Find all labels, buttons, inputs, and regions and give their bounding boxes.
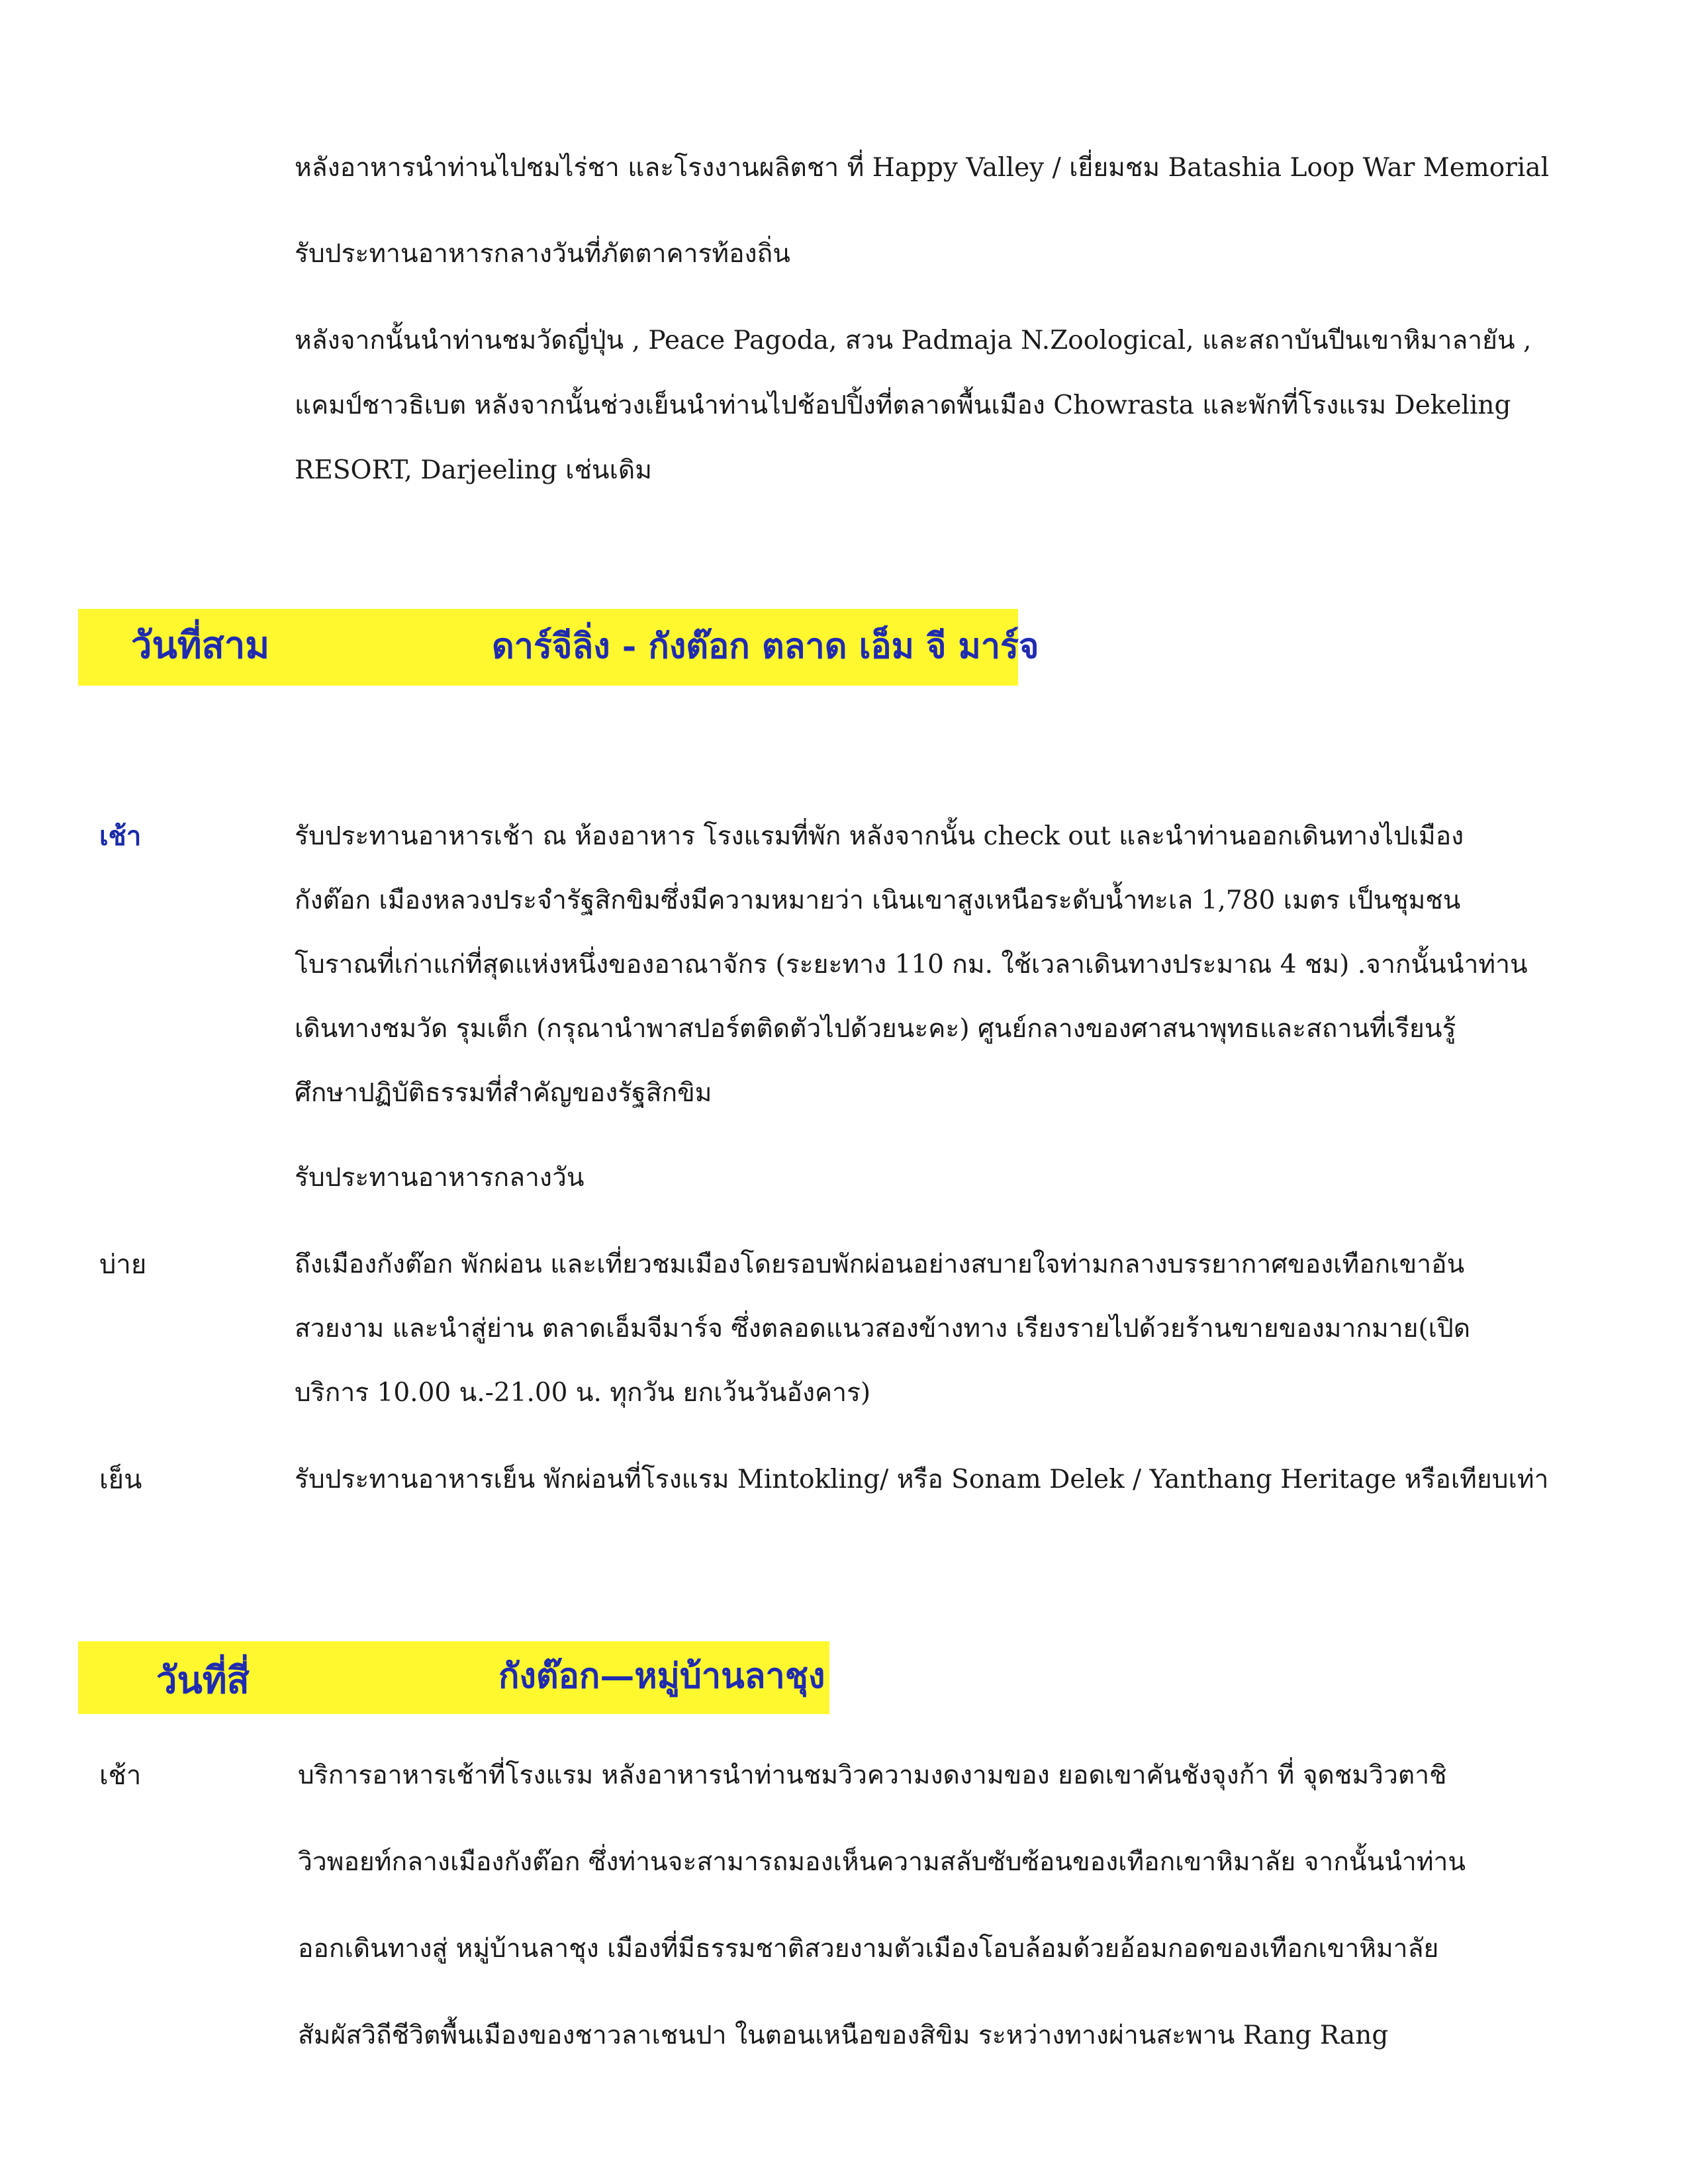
day3-morning-label: เช้า: [99, 821, 142, 852]
day3-morning-line: โบราณที่เก่าแก่ที่สุดแห่งหนึ่งของอาณาจักร (ระยะทาง 110 กม. ใช้เวลาเดินทางประมาณ 4 ชม) .จากนั้นนำท่าน: [295, 950, 1528, 979]
day3-header-band: [78, 609, 1039, 686]
day4-morning-line: ออกเดินทางสู่ หมู่บ้านลาชุง เมืองที่มีธรรมชาติสวยงามตัวเมืองโอบล้อมด้วยอ้อมกอดของเทือกเขาหิมาลัย: [298, 1934, 1439, 1964]
day3-morning-line: กังต๊อก เมืองหลวงประจำรัฐสิกขิมซึ่งมีความหมายว่า เนินเขาสูงเหนือระดับน้ำทะเล 1,780 เมตร เป็นชุมชน: [295, 886, 1461, 915]
intro-line: หลังอาหารนำท่านไปชมไร่ชา และโรงงานผลิตชา ที่ Happy Valley / เยี่ยมชม Batashia Loop War Memorial: [295, 153, 1550, 183]
day4-morning-label: เช้า: [99, 1760, 142, 1791]
day4-morning-line: บริการอาหารเช้าที่โรงแรม หลังอาหารนำท่านชมวิวความงดงามของ ยอดเขาคันชังจุงก้า ที่ จุดชมวิวตาชิ: [298, 1760, 1447, 1790]
intro-line: RESORT, Darjeeling เช่นเดิม: [295, 455, 652, 485]
day3-morning-line: รับประทานอาหารเช้า ณ ห้องอาหาร โรงแรมที่พัก หลังจากนั้น check out และนำท่านออกเดินทางไปเมือง: [295, 821, 1464, 851]
day3-lunch-line: รับประทานอาหารกลางวัน: [295, 1163, 585, 1193]
day3-afternoon-line: สวยงาม และนำสู่ย่าน ตลาดเอ็มจีมาร์จ ซึ่งตลอดแนวสองข้างทาง เรียงรายไปด้วยร้านขายของมากมาย(เปิด: [295, 1314, 1471, 1343]
intro-line: แคมป์ชาวธิเบต หลังจากนั้นช่วงเย็นนำท่านไปช้อปปิ้งที่ตลาดพื้นเมือง Chowrasta และพักที่โรงแรม Dekeling: [295, 390, 1511, 420]
intro-line: หลังจากนั้นนำท่านชมวัดญี่ปุ่น , Peace Pagoda, สวน Padmaja N.Zoological, และสถาบันปีนเขาหิมาลายัน ,: [295, 326, 1532, 355]
day4-day-label: วันที่สี่: [156, 1659, 250, 1702]
day3-evening-line: รับประทานอาหารเย็น พักผ่อนที่โรงแรม Mintokling/ หรือ Sonam Delek / Yanthang Heritage หรือเทียบเท่า: [295, 1465, 1549, 1494]
day3-morning-line: ศึกษาปฏิบัติธรรมที่สำคัญของรัฐสิกขิม: [295, 1078, 712, 1108]
day3-afternoon-line: บริการ 10.00 น.-21.00 น. ทุกวัน ยกเว้นวันอังคาร): [295, 1378, 871, 1408]
day3-afternoon-label: บ่าย: [99, 1250, 147, 1280]
day4-morning-line: สัมผัสวิถีชีวิตพื้นเมืองของชาวลาเชนปา ในตอนเหนือของสิขิม ระหว่างทางผ่านสะพาน Rang Rang: [298, 2021, 1389, 2050]
day3-afternoon-line: ถึงเมืองกังต๊อก พักผ่อน และเที่ยวชมเมืองโดยรอบพักผ่อนอย่างสบายใจท่ามกลางบรรยากาศของเทือกเขาอัน: [295, 1250, 1465, 1279]
day3-day-label: วันที่สาม: [131, 623, 270, 667]
day3-morning-line: เดินทางชมวัด รุมเต็ก (กรุณานำพาสปอร์ตติดตัวไปด้วยนะคะ) ศูนย์กลางของศาสนาพุทธและสถานที่เรียนรู้: [295, 1014, 1456, 1044]
day4-morning-line: วิวพอยท์กลางเมืองกังต๊อก ซึ่งท่านจะสามารถมองเห็นความสลับซับซ้อนของเทือกเขาหิมาลัย จากนั้นนำท่าน: [298, 1847, 1466, 1877]
day4-header-band: [78, 1641, 829, 1714]
day4-route-title: กังต๊อก—หมู่บ้านลาชุง: [498, 1656, 825, 1696]
day3-evening-label: เย็น: [99, 1465, 142, 1495]
intro-line: รับประทานอาหารกลางวันที่ภัตตาคารท้องถิ่น: [295, 239, 790, 269]
day3-route-title: ดาร์จีลิ่ง - กังต๊อก ตลาด เอ็ม จี มาร์จ: [492, 626, 1039, 666]
